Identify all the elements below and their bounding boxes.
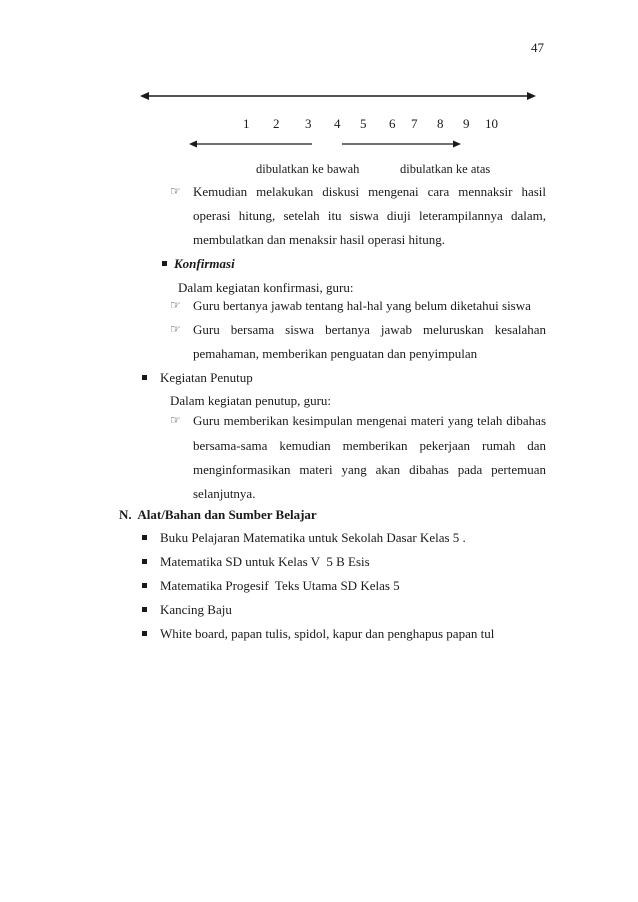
pointing-hand-icon: ☞ <box>170 413 181 427</box>
pointing-hand-icon: ☞ <box>170 184 181 198</box>
list-item: White board, papan tulis, spidol, kapur dan penghapus papan tul <box>160 626 495 641</box>
penutup-item-line-2: bersama-sama kemudian memberikan pekerjaan rumah dan <box>193 438 546 453</box>
list-item: Buku Pelajaran Matematika untuk Sekolah Dasar Kelas 5 . <box>160 530 466 545</box>
penutup-heading: Kegiatan Penutup <box>160 370 253 385</box>
penutup-item-line-1: Guru memberikan kesimpulan mengenai materi yang telah dibahas <box>193 413 546 428</box>
kemudian-line-3: membulatkan dan menaksir hasil operasi hitung. <box>193 232 445 247</box>
konfirmasi-bullet <box>162 261 167 266</box>
list-item: Kancing Baju <box>160 602 232 617</box>
round-up-arrowhead <box>453 141 461 148</box>
arrowhead-right <box>527 92 536 100</box>
number-line-tick-8: 8 <box>437 116 444 131</box>
penutup-intro: Dalam kegiatan penutup, guru: <box>170 393 332 408</box>
arrowhead-left <box>140 92 149 100</box>
penutup-item-line-3: menginformasikan materi yang akan dibahas pada pertemuan <box>193 462 546 477</box>
page-number: 47 <box>531 40 544 55</box>
konfirmasi-item-2-line-1: Guru bersama siswa bertanya jawab meluruskan kesalahan <box>193 322 546 337</box>
section-n-heading: N. Alat/Bahan dan Sumber Belajar <box>119 507 317 522</box>
number-line-tick-9: 9 <box>463 116 470 131</box>
konfirmasi-item-2-line-2: pemahaman, memberikan penguatan dan penyimpulan <box>193 346 478 361</box>
number-line-tick-2: 2 <box>273 116 280 131</box>
konfirmasi-item-1: Guru bertanya jawab tentang hal-hal yang belum diketahui siswa <box>193 298 531 313</box>
label-round-down: dibulatkan ke bawah <box>256 162 360 176</box>
number-line-tick-4: 4 <box>334 116 341 131</box>
label-round-up: dibulatkan ke atas <box>400 162 491 176</box>
penutup-item-line-4: selanjutnya. <box>193 486 256 501</box>
round-down-arrowhead <box>189 141 197 148</box>
number-line-tick-6: 6 <box>389 116 396 131</box>
number-line-tick-7: 7 <box>411 116 418 131</box>
number-line-tick-1: 1 <box>243 116 250 131</box>
konfirmasi-heading: Konfirmasi <box>174 256 235 271</box>
list-bullet <box>142 559 147 564</box>
list-bullet <box>142 583 147 588</box>
list-bullet <box>142 631 147 636</box>
pointing-hand-icon: ☞ <box>170 298 181 312</box>
number-line-tick-10: 10 <box>485 116 498 131</box>
list-bullet <box>142 535 147 540</box>
kemudian-line-2: operasi hitung, setelah itu siswa diuji leterampilannya dalam, <box>193 208 546 223</box>
list-item: Matematika SD untuk Kelas V 5 B Esis <box>160 554 370 569</box>
number-line-tick-3: 3 <box>305 116 312 131</box>
kemudian-line-1: Kemudian melakukan diskusi mengenai cara mennaksir hasil <box>193 184 546 199</box>
penutup-bullet <box>142 375 147 380</box>
number-line-tick-5: 5 <box>360 116 367 131</box>
konfirmasi-intro: Dalam kegiatan konfirmasi, guru: <box>178 280 354 295</box>
list-bullet <box>142 607 147 612</box>
list-item: Matematika Progesif Teks Utama SD Kelas 5 <box>160 578 400 593</box>
pointing-hand-icon: ☞ <box>170 322 181 336</box>
